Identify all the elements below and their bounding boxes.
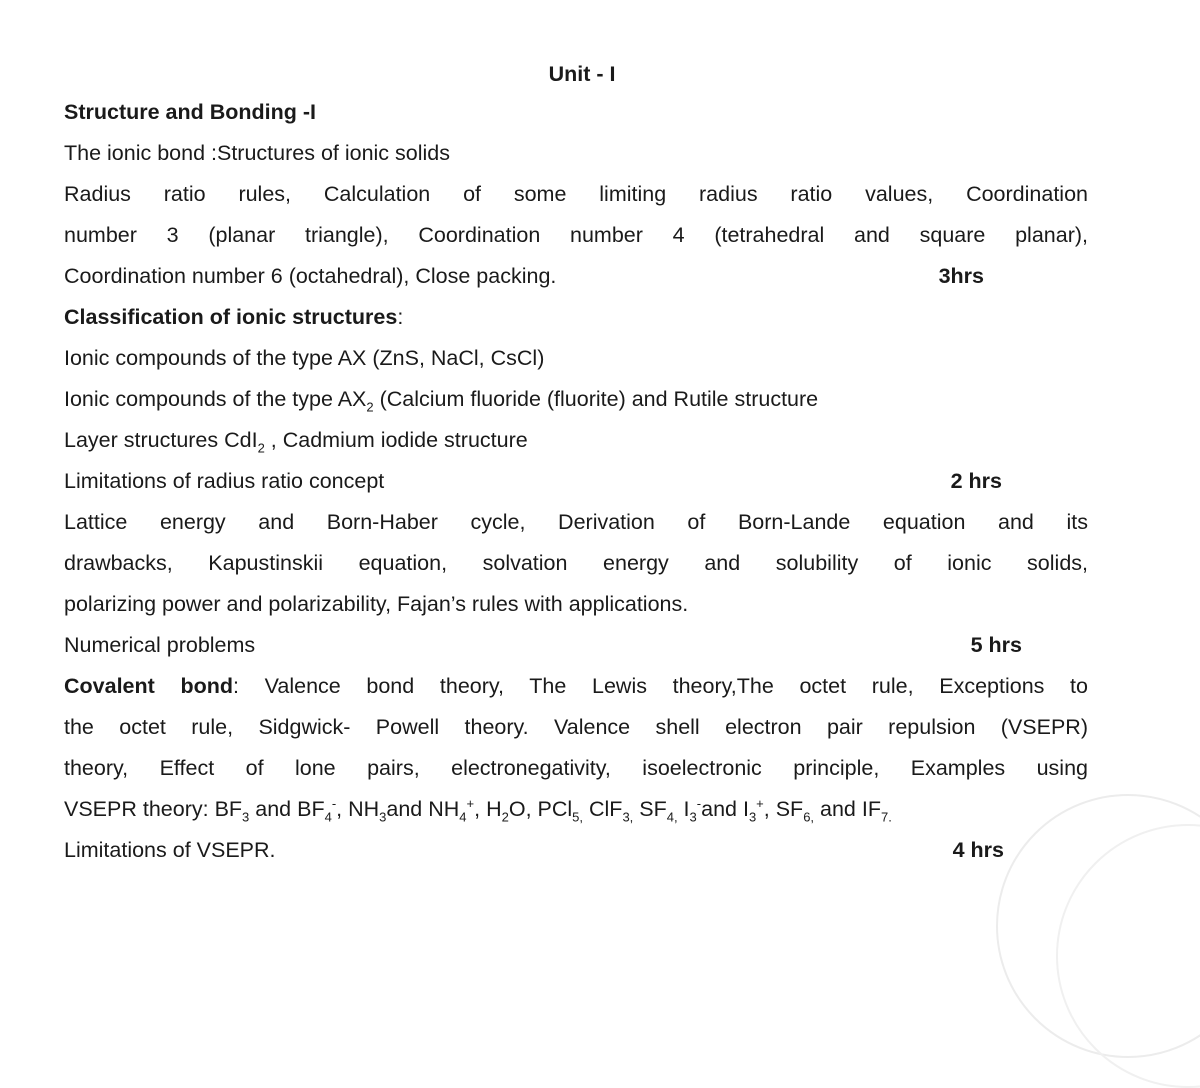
section-heading: Structure and Bonding -I [64,100,317,124]
classification-item-cdi2 [64,420,1088,461]
vsepr-t1: VSEPR theory: BF [64,797,243,821]
lattice-para-line-2: drawbacks, Kapustinskii equation, solvation energy and solubility of ionic solids, [64,551,1088,575]
hours-badge-3hrs: 3hrs [938,264,984,288]
ax2-subscript: 2 [366,399,374,415]
radius-para-line-1: Radius ratio rules, Calculation of some limiting radius ratio values, Coordination [64,182,1088,206]
vsepr-s2: 4 [324,809,332,825]
numerical-problems-text: Numerical problems [64,633,256,657]
vsepr-s12: 7. [880,809,892,825]
classification-heading-text: Classification of ionic structures [64,305,398,329]
vsepr-examples-line [64,789,1088,830]
vsepr-t11: , SF [763,797,804,821]
syllabus-page [64,56,1088,871]
covalent-para-line-1 [64,666,1088,707]
vsepr-s8: 4, [666,809,678,825]
ax2-text: Ionic compounds of the type AX [64,387,367,411]
classification-colon: : [397,305,404,329]
vsepr-t9: I [677,797,690,821]
cdi2-subscript: 2 [257,440,265,456]
cdi2-text: Layer structures CdI [64,428,258,452]
vsepr-p9: - [696,795,702,811]
hours-badge-4hrs: 4 hrs [952,838,1004,862]
vsepr-t2: and BF [249,797,325,821]
vsepr-p2: - [331,795,337,811]
vsepr-t4: and NH [386,797,460,821]
radius-para-line-2: number 3 (planar triangle), Coordination number 4 (tetrahedral and square planar), [64,223,1088,247]
covalent-bond-label: Covalent bond [64,674,233,698]
lattice-para-line-1: Lattice energy and Born-Haber cycle, Derivation of Born-Lande equation and its [64,510,1088,534]
vsepr-limitations-text: Limitations of VSEPR. [64,838,276,862]
classification-item-ax2 [64,379,1088,420]
vsepr-t5: , H [474,797,502,821]
vsepr-s4: 4 [459,809,467,825]
numerical-problems-line [64,625,1088,666]
vsepr-s11: 6, [803,809,815,825]
radius-para-line-3 [64,256,1088,297]
vsepr-t7: ClF [583,797,623,821]
vsepr-t10: and I [701,797,749,821]
vsepr-s5: 2 [501,809,509,825]
vsepr-s1: 3 [242,809,250,825]
vsepr-limitations-line [64,830,1088,871]
vsepr-p4: + [466,795,475,811]
ax2-rest: (Calcium fluoride (fluorite) and Rutile structure [373,387,819,411]
hours-badge-2hrs: 2 hrs [950,469,1002,493]
covalent-para-line-2: the octet rule, Sidgwick- Powell theory. Valence shell electron pair repulsion (VSEPR) [64,715,1088,739]
hours-badge-5hrs: 5 hrs [970,633,1022,657]
radius-para-text-3: Coordination number 6 (octahedral), Close packing. [64,264,557,288]
lattice-para-line-3: polarizing power and polarizability, Fajan’s rules with applications. [64,592,689,616]
unit-title: Unit - I [548,62,616,86]
vsepr-t12: and IF [814,797,881,821]
cdi2-rest: , Cadmium iodide structure [264,428,528,452]
vsepr-p10: + [756,795,764,811]
vsepr-s6: 5, [572,809,584,825]
classification-item-limitations [64,461,1088,502]
vsepr-s9: 3 [689,809,697,825]
covalent-para-line-1-text: : Valence bond theory, The Lewis theory,The octet rule, Exceptions to [233,674,1088,698]
vsepr-s10: 3 [748,809,757,825]
covalent-para-line-3: theory, Effect of lone pairs, electronegativity, isoelectronic principle, Examples using [64,756,1088,780]
limitations-text: Limitations of radius ratio concept [64,469,385,493]
classification-item-ax: Ionic compounds of the type AX (ZnS, NaCl, CsCl) [64,346,545,370]
vsepr-s3: 3 [379,809,387,825]
vsepr-t3: , NH [336,797,380,821]
vsepr-t6: O, PCl [508,797,573,821]
vsepr-t8: SF [633,797,667,821]
classification-heading [64,297,1088,338]
vsepr-s7: 3, [622,809,634,825]
ionic-bond-line: The ionic bond :Structures of ionic solids [64,141,451,165]
